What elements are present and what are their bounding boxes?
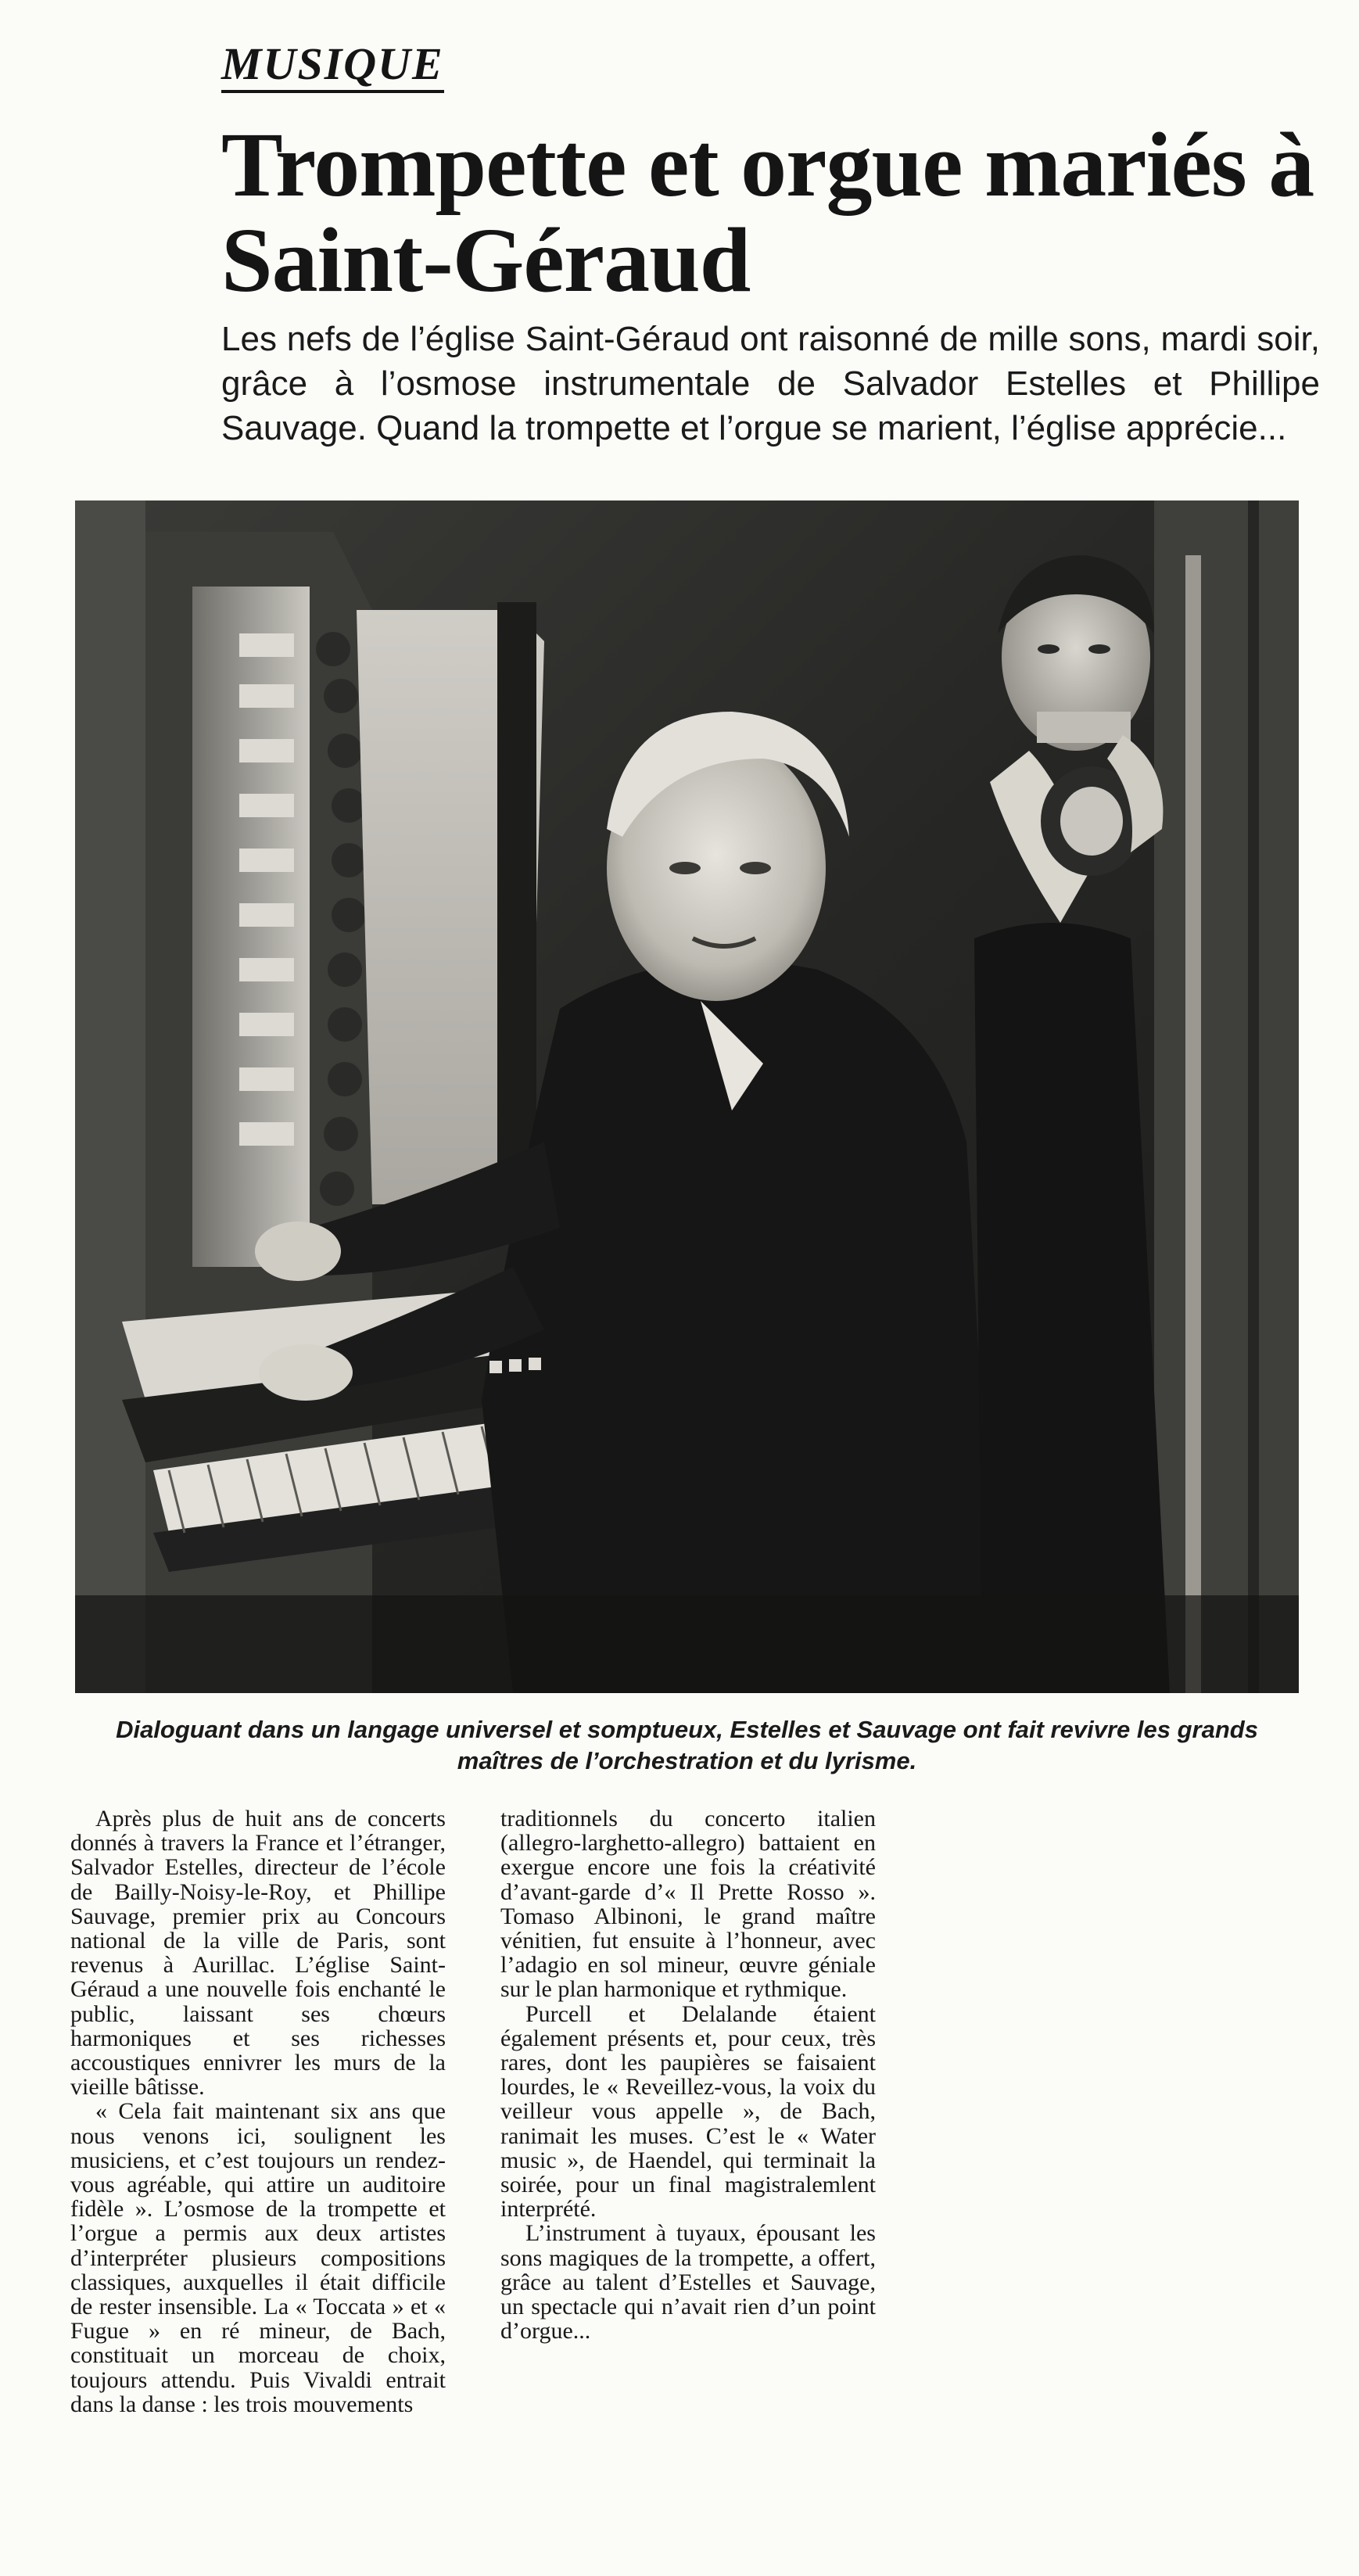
article-column-right bbox=[500, 1806, 876, 2343]
photo-caption: Dialoguant dans un langage universel et somptueux, Estelles et Sauvage ont fait revivre les grands maîtres de l’orchestration et du lyrisme. bbox=[116, 1716, 1258, 1774]
body-paragraph: Après plus de huit ans de concerts donnés à travers la France et l’étranger, Salvador Estelles, directeur de l’école de Bailly-Noisy-le-Roy, et Phillipe Sauvage, premier prix au Concours national de la ville de Paris, sont revenus à Aurillac. L’église Saint-Géraud a une nouvelle fois enchanté le public, laissant ses chœurs harmoniques et ses richesses accoustiques ennivrer les murs de la vieille bâtisse. bbox=[70, 1806, 446, 2101]
photo-organist-and-trumpeter-icon bbox=[75, 500, 1299, 1693]
article-standfirst: Les nefs de l’église Saint-Géraud ont raisonné de mille sons, mardi soir, grâce à l’osmose instrumentale de Salvador Estelles et Phillipe Sauvage. Quand la trompette et l’orgue se marient, l’église apprécie... bbox=[221, 320, 1320, 447]
body-paragraph: traditionnels du concerto italien (allegro-larghetto-allegro) battaient en exergue encore une fois la créativité d’avant-garde d’« Il Prette Rosso ». Tomaso Albinoni, le grand maître vénitien, fut ensuite à l’honneur, avec l’adagio en sol mineur, œuvre géniale sur le plan harmonique et rythmique. bbox=[500, 1806, 876, 2003]
article-photo bbox=[75, 500, 1299, 1693]
body-paragraph: L’instrument à tuyaux, épousant les sons magiques de la trompette, a offert, grâce au talent d’Estelles et Sauvage, un spectacle qui n’avait rien d’un point d’orgue... bbox=[500, 2220, 876, 2345]
body-paragraph: Purcell et Delalande étaient également présents et, pour ceux, très rares, dont les paupières se faisaient lourdes, le « Reveillez-vous, la voix du veilleur vous appelle », de Bach, ranimait les muses. C’est le « Water music », de Haendel, qui terminait la soirée, pour un final magistralemlent interprété. bbox=[500, 2000, 876, 2223]
article-column-left bbox=[70, 1806, 446, 2416]
body-paragraph: « Cela fait maintenant six ans que nous venons ici, soulignent les musiciens, et c’est toujours un rendez-vous agréable, qui attire un auditoire fidèle ». L’osmose de la trompette et l’orgue a permis aux deux artistes d’interpréter plusieurs compositions classiques, auxquelles il était difficile de rester insensible. La « Toccata » et « Fugue » en ré mineur, de Bach, constituait un morceau de choix, toujours attendu. Puis Vivaldi entrait dans la danse : les trois mouvements bbox=[70, 2098, 446, 2417]
section-rubric: MUSIQUE bbox=[221, 41, 444, 93]
article-headline: Trompette et orgue mariés à Saint-Géraud bbox=[221, 113, 1314, 311]
